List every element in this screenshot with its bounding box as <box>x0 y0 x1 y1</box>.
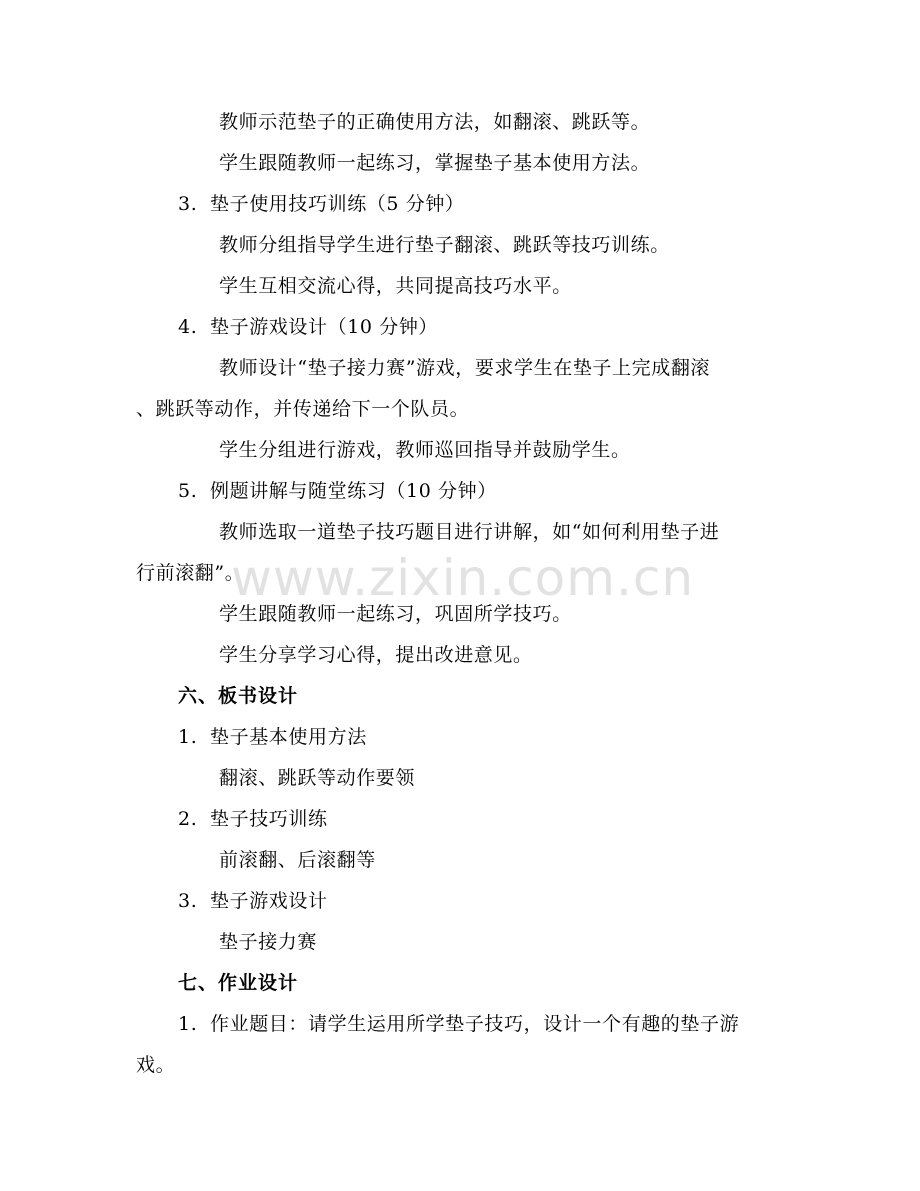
paragraph-line: 行前滚翻”。 <box>136 562 245 584</box>
board-item-2 <box>178 805 328 833</box>
list-number: 2. <box>178 808 198 830</box>
list-item-title: 垫子使用技巧训练（5 分钟） <box>210 193 465 215</box>
list-item-title: 垫子游戏设计（10 分钟） <box>210 316 439 338</box>
paragraph-line: 、跳跃等动作，并传递给下一个队员。 <box>136 398 470 420</box>
list-item-4 <box>178 313 438 341</box>
list-number: 3. <box>178 890 198 912</box>
list-item-title: 例题讲解与随堂练习（10 分钟） <box>210 480 497 502</box>
list-item-3 <box>178 190 465 218</box>
paragraph-line: 学生跟随教师一起练习，掌握垫子基本使用方法。 <box>219 152 651 174</box>
section-heading-7: 七、作业设计 <box>178 972 299 994</box>
list-item-text: 作业题目：请学生运用所学垫子技巧，设计一个有趣的垫子游 <box>210 1013 740 1035</box>
list-item-title: 垫子基本使用方法 <box>210 726 367 748</box>
board-item-3 <box>178 887 328 915</box>
paragraph-line: 教师设计“垫子接力赛”游戏，要求学生在垫子上完成翻滚 <box>219 357 711 379</box>
list-number: 3. <box>178 193 198 215</box>
section-heading-6: 六、板书设计 <box>178 685 299 707</box>
paragraph-line: 教师示范垫子的正确使用方法，如翻滚、跳跃等。 <box>219 111 651 133</box>
board-subitem: 前滚翻、后滚翻等 <box>219 849 376 871</box>
paragraph-line: 戏。 <box>136 1054 176 1076</box>
board-item-1 <box>178 723 367 751</box>
watermark-text: www.zixin.com.cn <box>231 549 695 607</box>
list-number: 4. <box>178 316 198 338</box>
paragraph-line: 教师选取一道垫子技巧题目进行讲解，如“如何利用垫子进 <box>219 521 720 543</box>
list-number: 1. <box>178 1013 198 1035</box>
paragraph-line: 学生分组进行游戏，教师巡回指导并鼓励学生。 <box>219 439 631 461</box>
paragraph-line: 学生分享学习心得，提出改进意见。 <box>219 644 533 666</box>
board-subitem: 垫子接力赛 <box>219 931 318 953</box>
list-item-title: 垫子游戏设计 <box>210 890 328 912</box>
paragraph-line: 教师分组指导学生进行垫子翻滚、跳跃等技巧训练。 <box>219 234 670 256</box>
list-number: 1. <box>178 726 198 748</box>
list-item-title: 垫子技巧训练 <box>210 808 328 830</box>
list-number: 5. <box>178 480 198 502</box>
paragraph-line: 学生互相交流心得，共同提高技巧水平。 <box>219 275 572 297</box>
paragraph-line: 学生跟随教师一起练习，巩固所学技巧。 <box>219 603 572 625</box>
homework-item-1 <box>178 1010 739 1038</box>
board-subitem: 翻滚、跳跃等动作要领 <box>219 767 416 789</box>
list-item-5 <box>178 477 497 505</box>
